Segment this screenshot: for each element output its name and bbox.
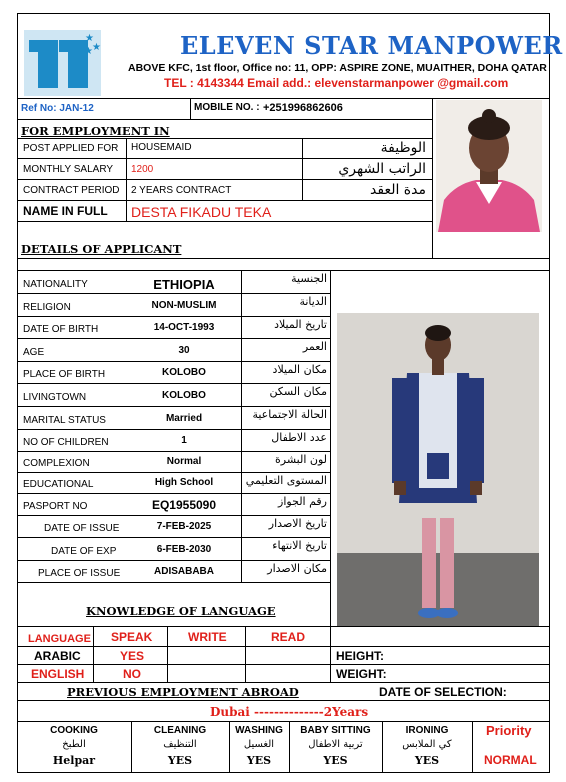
company-title: ELEVEN STAR MANPOWER [180, 31, 563, 60]
detail-value: 1 [181, 435, 187, 446]
skill-arabic-name: الغسيل [243, 739, 275, 750]
read-header: READ [271, 630, 306, 644]
salary-value: 1200 [131, 164, 154, 175]
detail-value: 14-OCT-1993 [153, 322, 215, 333]
date-of-selection-label: DATE OF SELECTION: [379, 685, 507, 699]
detail-label: LIVINGTOWN [23, 392, 87, 403]
detail-arabic-label: لون البشرة [275, 453, 327, 466]
detail-label: COMPLEXION [23, 458, 90, 469]
skill-value: YES [414, 754, 440, 767]
detail-label: NO OF CHILDREN [23, 437, 109, 448]
ref-number: Ref No: JAN-12 [21, 103, 94, 114]
previous-experience: Dubai --------------2Years [210, 705, 369, 719]
company-address: ABOVE KFC, 1st floor, Office no: 11, OPP: ASPIRE ZONE, MUAITHER, DOHA QATAR [128, 62, 547, 74]
skill-arabic-name: تربية الاطفال [308, 739, 363, 750]
contract-value: 2 YEARS CONTRACT [131, 185, 232, 196]
detail-arabic-label: المستوى التعليمي [245, 474, 327, 487]
detail-value: Normal [166, 456, 202, 467]
detail-arabic-label: مكان الاصدار [267, 562, 327, 575]
detail-value: 6-FEB-2030 [156, 544, 212, 555]
detail-label: DATE OF ISSUE [44, 523, 120, 534]
detail-value: NON-MUSLIM [151, 300, 217, 311]
detail-arabic-label: تاريخ الميلاد [274, 318, 327, 331]
detail-label: PLACE OF BIRTH [23, 369, 106, 380]
arabic-speak: YES [120, 649, 145, 663]
detail-value: 7-FEB-2025 [156, 521, 212, 532]
detail-label: PLACE OF ISSUE [38, 568, 121, 579]
skill-name: WASHING [235, 725, 283, 736]
skill-value: YES [323, 754, 348, 767]
detail-arabic-label: رقم الجواز [278, 495, 327, 508]
detail-arabic-label: مكان الميلاد [272, 363, 327, 376]
details-section-title: DETAILS OF APPLICANT [21, 242, 182, 256]
post-value: HOUSEMAID [131, 142, 192, 153]
salary-label: MONTHLY SALARY [23, 164, 114, 175]
detail-arabic-label: مكان السكن [269, 385, 327, 398]
logo-digit-cap-left [29, 40, 42, 52]
weight-label: WEIGHT: [336, 667, 387, 681]
salary-arabic: الراتب الشهري [338, 161, 426, 177]
post-label: POST APPLIED FOR [23, 143, 119, 154]
logo-digit-cap-right [59, 40, 72, 52]
priority-value: NORMAL [484, 753, 537, 767]
detail-arabic-label: عدد الاطفال [271, 431, 327, 444]
detail-value: ETHIOPIA [153, 277, 215, 292]
language-header: LANGUAGE [28, 633, 91, 645]
applicant-full-photo [337, 313, 539, 627]
detail-label: PASPORT NO [23, 501, 88, 512]
name-label: NAME IN FULL [23, 204, 108, 218]
detail-value: High School [154, 477, 214, 488]
priority-label: Priority [486, 723, 532, 738]
star-icon: ★ [92, 42, 101, 53]
detail-value: 30 [178, 345, 190, 356]
skill-name: COOKING [50, 725, 98, 736]
previous-employment-title: PREVIOUS EMPLOYMENT ABROAD [67, 685, 299, 699]
detail-value: ADISABABA [154, 566, 214, 577]
detail-arabic-label: الجنسية [291, 272, 327, 285]
skill-name: IRONING [405, 725, 449, 736]
detail-label: MARITAL STATUS [23, 415, 106, 426]
skill-arabic-name: كي الملابس [402, 739, 452, 750]
skill-arabic-name: الطبخ [62, 739, 86, 750]
detail-arabic-label: الحالة الاجتماعية [252, 408, 327, 421]
skill-value: YES [167, 754, 193, 767]
skill-value: Helpar [52, 754, 96, 767]
speak-header: SPEAK [111, 630, 153, 644]
detail-value: KOLOBO [162, 367, 206, 378]
detail-value: Married [165, 413, 203, 424]
skill-arabic-name: التنظيف [163, 739, 197, 750]
height-label: HEIGHT: [336, 649, 384, 663]
skill-value: YES [246, 754, 272, 767]
detail-value: EQ1955090 [151, 498, 217, 512]
star-icon: ★ [84, 46, 93, 57]
contract-arabic: مدة العقد [370, 182, 426, 198]
employment-section-title: FOR EMPLOYMENT IN [21, 124, 170, 138]
company-logo [24, 30, 101, 96]
write-header: WRITE [188, 630, 227, 644]
detail-arabic-label: تاريخ الاصدار [268, 517, 327, 530]
detail-value: KOLOBO [162, 390, 206, 401]
name-value: DESTA FIKADU TEKA [131, 204, 272, 220]
post-arabic: الوظيفة [380, 140, 426, 156]
language-english: ENGLISH [31, 667, 85, 681]
contract-label: CONTRACT PERIOD [23, 185, 120, 196]
detail-arabic-label: تاريخ الانتهاء [272, 539, 327, 552]
detail-label: EDUCATIONAL [23, 479, 94, 490]
mobile-label: MOBILE NO. : [194, 102, 260, 113]
detail-label: AGE [23, 347, 45, 358]
detail-label: NATIONALITY [23, 279, 88, 290]
mobile-value: +251996862606 [263, 102, 343, 114]
applicant-face-photo [436, 100, 542, 232]
skill-name: CLEANING [153, 725, 207, 736]
detail-label: RELIGION [23, 302, 71, 313]
skill-name: BABY SITTING [300, 725, 371, 736]
detail-arabic-label: العمر [302, 340, 327, 353]
language-arabic: ARABIC [34, 649, 81, 663]
detail-label: DATE OF EXP [51, 546, 117, 557]
detail-arabic-label: الديانة [299, 295, 327, 308]
detail-label: DATE OF BIRTH [23, 324, 99, 335]
english-speak: NO [123, 667, 141, 681]
star-icon: ★ [85, 33, 94, 44]
language-section-title: KNOWLEDGE OF LANGUAGE [86, 604, 276, 618]
company-contact: TEL : 4143344 Email add.: elevenstarmanpower @gmail.com [164, 76, 509, 90]
